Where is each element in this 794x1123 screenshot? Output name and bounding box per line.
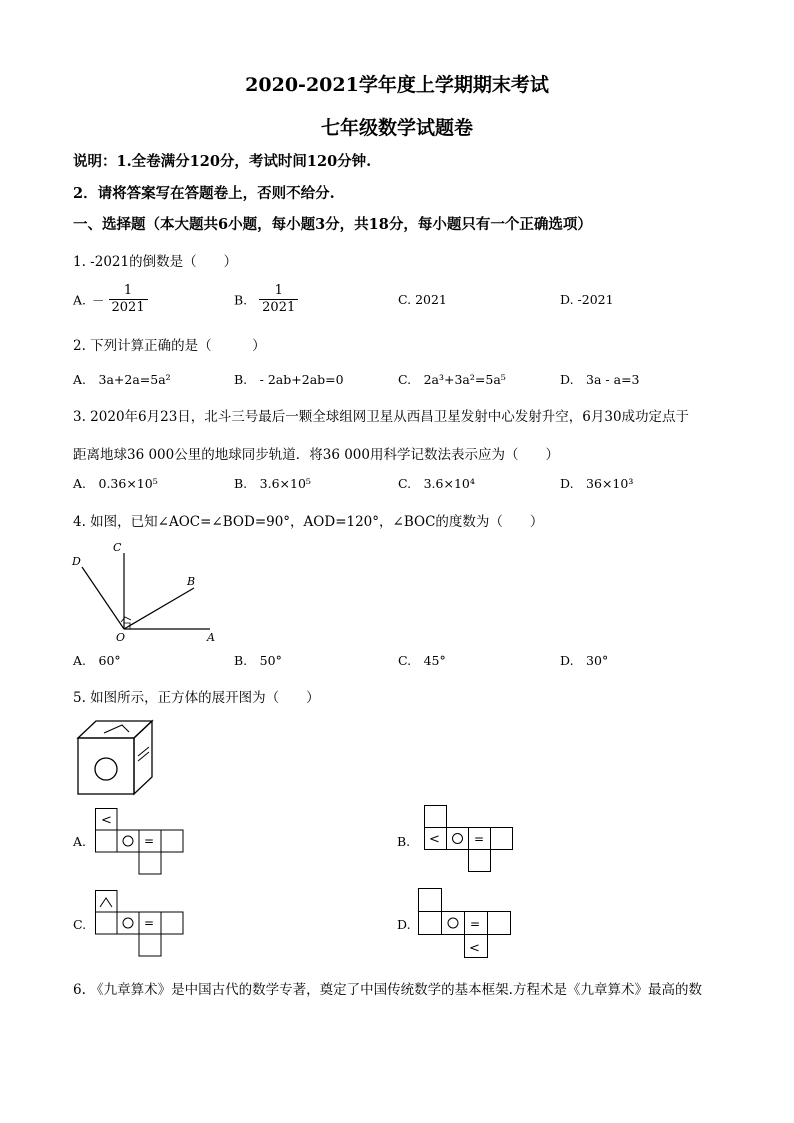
net-option-d xyxy=(418,888,512,960)
caret-symbol xyxy=(100,898,112,907)
label-b: B xyxy=(187,575,196,588)
net-option-a xyxy=(95,808,185,876)
question-6-stem: 6. 《九章算术》是中国古代的数学专著，奠定了中国传统数学的基本框架.方程术是《九章算术》最高的数 xyxy=(73,982,702,998)
lt-symbol: < xyxy=(429,832,440,847)
question-3-option-b: B. 3.6×10⁵ xyxy=(234,476,311,491)
question-1-option-a xyxy=(73,283,148,317)
question-3-option-a: A. 0.36×10⁵ xyxy=(73,476,158,491)
option-label: A. xyxy=(73,292,87,308)
circle-symbol xyxy=(448,918,458,928)
question-2-option-b: B. - 2ab+2ab=0 xyxy=(234,372,344,387)
equals-symbol xyxy=(138,752,149,761)
question-1-option-b xyxy=(234,283,298,317)
question-1-option-c: C. 2021 xyxy=(398,292,447,307)
question-4-option-d: D. 30° xyxy=(560,653,609,668)
section-heading: 一、选择题（本大题共6小题，每小题3分，共18分，每小题只有一个正确选项） xyxy=(73,216,592,233)
question-2-stem: 2. 下列计算正确的是（ ） xyxy=(73,338,266,354)
cube-figure xyxy=(76,718,156,796)
question-3-option-d: D. 36×10³ xyxy=(560,476,634,491)
question-5-option-d-label: D. xyxy=(397,917,411,932)
option-label: B. xyxy=(234,292,248,308)
minus-sign: － xyxy=(92,292,105,308)
exam-title: 2020-2021学年度上学期期末考试 xyxy=(245,74,549,96)
circle-symbol xyxy=(123,918,133,928)
exam-subtitle: 七年级数学试题卷 xyxy=(320,117,473,139)
cube-top-face xyxy=(78,721,152,738)
denominator: 2021 xyxy=(111,300,145,316)
question-4-option-b: B. 50° xyxy=(234,653,282,668)
eq-symbol: = xyxy=(144,834,155,848)
note-1: 说明：1.全卷满分120分，考试时间120分钟. xyxy=(73,153,372,170)
label-a: A xyxy=(207,631,215,644)
equals-symbol xyxy=(138,747,149,756)
fraction xyxy=(259,283,298,317)
question-5-stem: 5. 如图所示，正方体的展开图为（ ） xyxy=(73,690,320,706)
question-2-option-d: D. 3a - a=3 xyxy=(560,372,640,387)
angle-diagram xyxy=(70,537,220,645)
label-o: O xyxy=(116,631,126,644)
note-2: 2．请将答案写在答题卷上，否则不给分. xyxy=(73,185,335,202)
ray-od xyxy=(82,567,124,629)
eq-symbol: = xyxy=(474,832,485,846)
circle-symbol xyxy=(453,834,463,844)
net-option-b xyxy=(424,805,516,875)
label-d: D xyxy=(72,555,81,568)
cube-front-face xyxy=(78,738,134,794)
circle-symbol xyxy=(95,758,117,780)
question-1-option-d: D. -2021 xyxy=(560,292,614,307)
question-1-stem: 1. -2021的倒数是（ ） xyxy=(73,254,238,270)
question-5-option-c-label: C. xyxy=(73,917,87,932)
caret-symbol xyxy=(104,725,129,733)
question-2-option-a: A. 3a+2a=5a² xyxy=(73,372,171,387)
question-5-option-b-label: B. xyxy=(397,834,411,849)
numerator: 1 xyxy=(259,283,298,300)
question-3-stem-line1: 3. 2020年6月23日，北斗三号最后一颗全球组网卫星从西昌卫星发射中心发射升空，6月30成功定点于 xyxy=(73,409,690,425)
question-3-option-c: C. 3.6×10⁴ xyxy=(398,476,475,491)
question-4-option-c: C. 45° xyxy=(398,653,446,668)
net-option-c xyxy=(95,890,185,958)
numerator: 1 xyxy=(109,283,148,300)
question-4-option-a: A. 60° xyxy=(73,653,121,668)
eq-symbol: = xyxy=(144,916,155,930)
question-2-option-c: C. 2a³+3a²=5a⁵ xyxy=(398,372,506,387)
denominator: 2021 xyxy=(262,300,296,316)
label-c: C xyxy=(113,541,122,554)
circle-symbol xyxy=(123,836,133,846)
question-4-stem: 4. 如图，已知∠AOC=∠BOD=90°，AOD=120°，∠BOC的度数为（ ） xyxy=(73,514,544,530)
question-3-stem-line2: 距离地球36 000公里的地球同步轨道．将36 000用科学记数法表示应为（ ） xyxy=(73,447,559,463)
right-angle-mark xyxy=(121,617,131,622)
question-5-option-a-label: A. xyxy=(73,834,87,849)
lt-symbol: < xyxy=(469,941,480,956)
fraction xyxy=(109,283,148,317)
ray-ob xyxy=(124,588,194,629)
eq-symbol: = xyxy=(470,917,481,931)
lt-symbol: < xyxy=(101,813,112,828)
